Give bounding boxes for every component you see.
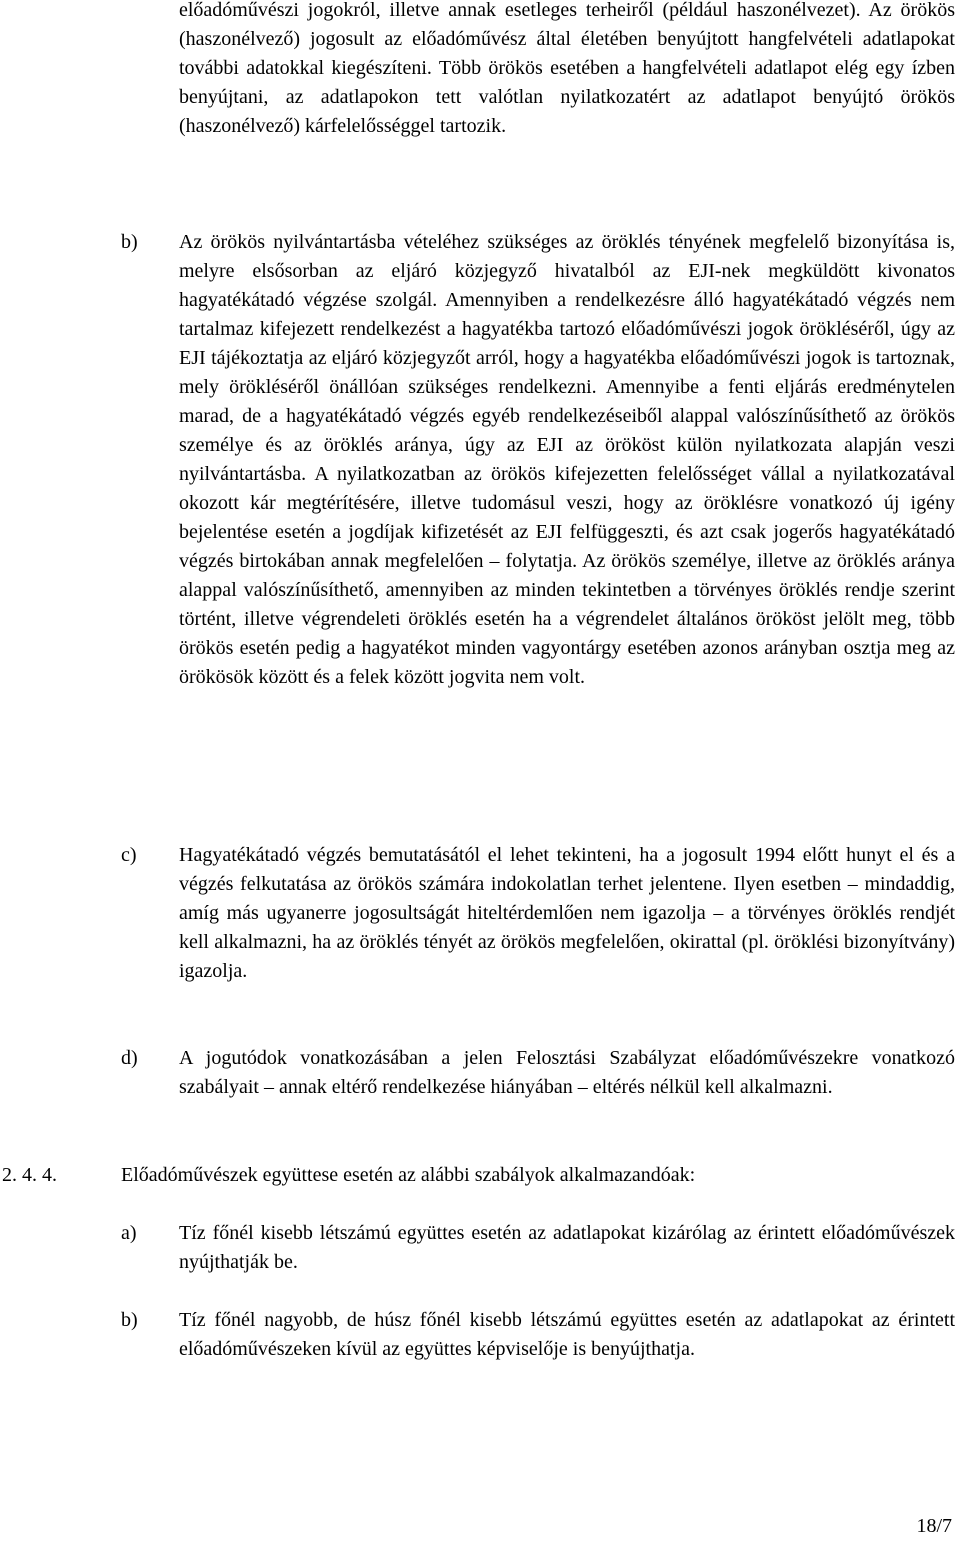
page-number: 18/7 — [916, 1515, 952, 1537]
section-title: Előadóművészek együttese esetén az alábbi szabályok alkalmazandóak: — [121, 1164, 696, 1186]
section-item-b-text: Tíz főnél nagyobb, de húsz főnél kisebb létszámú együttes esetén az adatlapokat az érintett előadóművészeken kívül az együttes képviselője is benyújthatja. — [179, 1309, 955, 1360]
section-item-b-marker: b) — [121, 1309, 138, 1331]
item-d-marker: d) — [121, 1047, 138, 1069]
intro-paragraph: előadóművészi jogokról, illetve annak esetleges terheiről (például haszonélvezet). Az örökös (haszonélvező) jogosult az előadóművész által életében benyújtott hangfelvételi adatlapokat további adatokkal kiegészíteni. Több örökös esetében a hangfelvételi adatlapot elég egy ízben benyújtani, az adatlapokon tett valótlan nyilatkozatért az adatlapot benyújtó örökös (haszonélvező) kárfelelősséggel tartozik. — [179, 0, 955, 137]
item-b-text: Az örökös nyilvántartásba vételéhez szükséges az öröklés tényének megfelelő bizonyítása is, melyre elsősorban az eljáró közjegyző hivatalból az EJI-nek megküldött kivonatos hagyatékátadó végzése szolgál. Amennyiben a rendelkezésre álló hagyatékátadó végzés nem tartalmaz kifejezett rendelkezést a hagyatékba tartozó előadóművészi jogok örökléséről, úgy az EJI tájékoztatja az eljáró közjegyzőt arról, hogy a hagyatékba előadóművészi jogok is tartoznak, mely örökléséről önállóan szükséges rendelkezni. Amennyibe a fenti eljárás eredménytelen marad, de a hagyatékátadó végzés egyéb rendelkezéseiből alappal valószínűsíthető az örökös személye és az öröklés aránya, úgy az EJI az örököst külön nyilatkozata alapján veszi nyilvántartásba. A nyilatkozatban az örökös kifejezetten felelősséget vállal a nyilatkozatával okozott kár megtérítésére, illetve tudomásul veszi, hogy az öröklésre vonatkozó új igény bejelentése esetén a jogdíjak kifizetését az EJI felfüggeszti, és azt csak jogerős hagyatékátadó végzés birtokában annak megfelelően – folytatja. Az örökös személye, illetve az öröklés aránya alappal valószínűsíthető, amennyiben az minden tekintetben a törvényes öröklés rendje szerint történt, illetve végrendeleti öröklés esetén ha a végrendelet általános örököst jelölt meg, több örökös esetén pedig a hagyatékot minden vagyontárgy esetében azonos arányban osztja meg az örökösök között és a felek között jogvita nem volt. — [179, 231, 955, 688]
section-item-a-text: Tíz főnél kisebb létszámú együttes esetén az adatlapokat kizárólag az érintett előadóművészek nyújthatják be. — [179, 1222, 955, 1273]
item-b-marker: b) — [121, 231, 138, 253]
item-c-text: Hagyatékátadó végzés bemutatásától el lehet tekinteni, ha a jogosult 1994 előtt hunyt el és a végzés felkutatása az örökös számára indokolatlan terhet jelentene. Ilyen esetben – mindaddig, amíg más ugyanerre jogosultságát hiteltérdemlően nem igazolja – a törvényes öröklés rendjét kell alkalmazni, ha az öröklés tényét az örökös megfelelően, okirattal (pl. öröklési bizonyítvány) igazolja. — [179, 844, 955, 982]
item-d-text: A jogutódok vonatkozásában a jelen Felosztási Szabályzat előadóművészekre vonatkozó szabályait – annak eltérő rendelkezése hiányában – eltérés nélkül kell alkalmazni. — [179, 1047, 955, 1098]
section-item-a-marker: a) — [121, 1222, 137, 1244]
section-number: 2. 4. 4. — [2, 1164, 57, 1186]
item-c-marker: c) — [121, 844, 137, 866]
